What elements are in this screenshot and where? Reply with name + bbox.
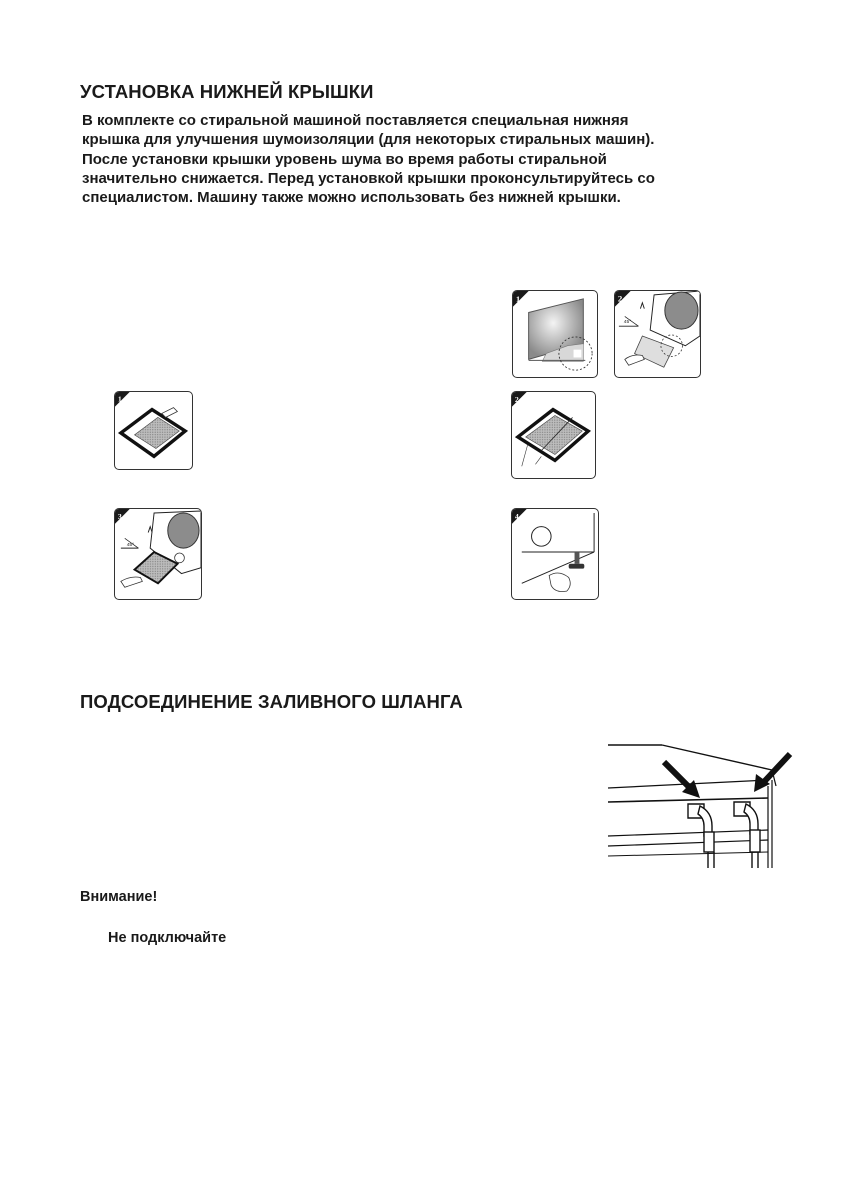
remove-panel-illustration <box>512 290 598 378</box>
paragraph-line: крышка для улучшения шумоизоляции (для некоторых стиральных машин). <box>82 131 655 149</box>
tilt-machine-icon <box>615 291 700 377</box>
inlet-hose-icon <box>604 740 800 870</box>
svg-text:2: 2 <box>617 293 623 304</box>
cover-frame-measure-icon <box>512 392 595 478</box>
section-title-bottom-cover: УСТАНОВКА НИЖНЕЙ КРЫШКИ <box>80 81 374 102</box>
adjust-foot-icon <box>512 509 598 599</box>
adjust-foot-illustration <box>511 508 599 600</box>
insert-cover-icon <box>115 509 201 599</box>
svg-text:45°: 45° <box>126 543 135 549</box>
inlet-hose-valves-illustration <box>604 740 800 870</box>
cover-frame-measure-illustration <box>511 391 596 479</box>
paragraph-line: В комплекте со стиральной машиной поставляется специальная нижняя <box>82 112 629 129</box>
cover-frame-illustration <box>114 391 193 470</box>
intro-paragraph <box>82 111 655 207</box>
svg-text:3: 3 <box>117 511 122 521</box>
svg-text:1: 1 <box>515 293 521 304</box>
svg-text:45°: 45° <box>623 320 632 326</box>
paragraph-line: специалистом. Машину также можно использовать без нижней крышки. <box>82 189 621 207</box>
warning-label: Внимание! <box>80 889 158 905</box>
insert-cover-illustration <box>114 508 202 600</box>
section-title-inlet-hose: ПОДСОЕДИНЕНИЕ ЗАЛИВНОГО ШЛАНГА <box>80 691 463 712</box>
warning-text: Не подключайте <box>108 930 227 946</box>
svg-text:2: 2 <box>514 394 519 404</box>
remove-panel-icon <box>513 291 597 377</box>
svg-text:4: 4 <box>514 511 519 521</box>
paragraph-line: значительно снижается. Перед установкой крышки проконсультируйтесь со <box>82 169 655 187</box>
paragraph-line: После установки крышки уровень шума во время работы стиральной <box>82 150 607 168</box>
cover-frame-icon <box>115 392 192 469</box>
svg-text:1: 1 <box>117 394 122 404</box>
tilt-machine-illustration <box>614 290 701 378</box>
